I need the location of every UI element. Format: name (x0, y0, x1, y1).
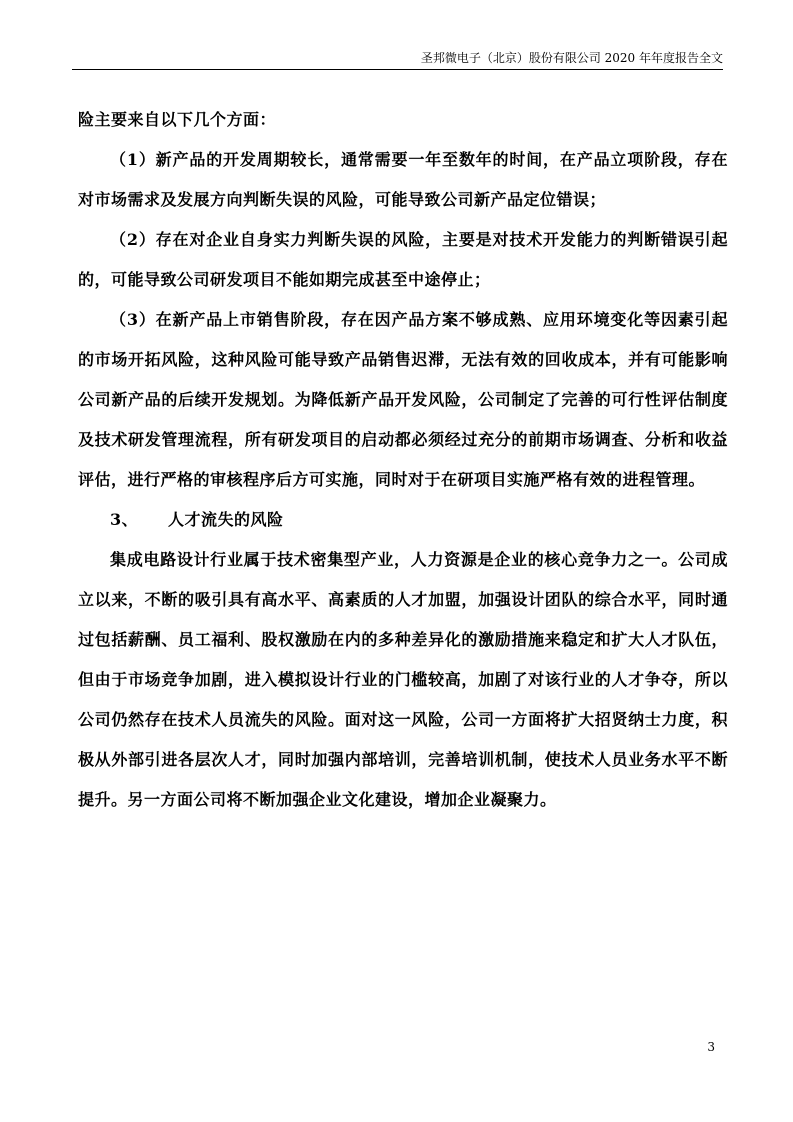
section-number: 3、 (110, 510, 139, 529)
section-title: 人才流失的风险 (168, 510, 284, 529)
header-divider (72, 69, 723, 70)
paragraph-risk-item-1: （1）新产品的开发周期较长，通常需要一年至数年的时间，在产品立项阶段，存在对市场需求及发展方向判断失误的风险，可能导致公司新产品定位错误； (78, 150, 728, 209)
paragraph-risk-item-3: （3）在新产品上市销售阶段，存在因产品方案不够成熟、应用环境变化等因素引起的市场开拓风险，这种风险可能导致产品销售迟滞，无法有效的回收成本，并有可能影响公司新产品的后续开发规划。为降低新产品开发风险，公司制定了完善的可行性评估制度及技术研发管理流程，所有研发项目的启动都必须经过充分的前期市场调查、分析和收益评估，进行严格的审核程序后方可实施，同时对于在研项目实施严格有效的进程管理。 (78, 310, 728, 489)
page-header-title: 圣邦微电子（北京）股份有限公司 2020 年年度报告全文 (420, 51, 723, 65)
document-body (78, 100, 728, 820)
paragraph-talent-risk: 集成电路设计行业属于技术密集型产业，人力资源是企业的核心竞争力之一。公司成立以来，不断的吸引具有高水平、高素质的人才加盟，加强设计团队的综合水平，同时通过包括薪酬、员工福利、股权激励在内的多种差异化的激励措施来稳定和扩大人才队伍，但由于市场竞争加剧，进入模拟设计行业的门槛较高，加剧了对该行业的人才争夺，所以公司仍然存在技术人员流失的风险。面对这一风险，公司一方面将扩大招贤纳士力度，积极从外部引进各层次人才，同时加强内部培训，完善培训机制，使技术人员业务水平不断提升。另一方面公司将不断加强企业文化建设，增加企业凝聚力。 (78, 550, 728, 809)
paragraph-risk-item-2: （2）存在对企业自身实力判断失误的风险，主要是对技术开发能力的判断错误引起的，可能导致公司研发项目不能如期完成甚至中途停止； (78, 230, 728, 289)
paragraph-continuation: 险主要来自以下几个方面： (78, 110, 277, 129)
section-heading (78, 500, 728, 540)
page-number: 3 (707, 1040, 715, 1054)
